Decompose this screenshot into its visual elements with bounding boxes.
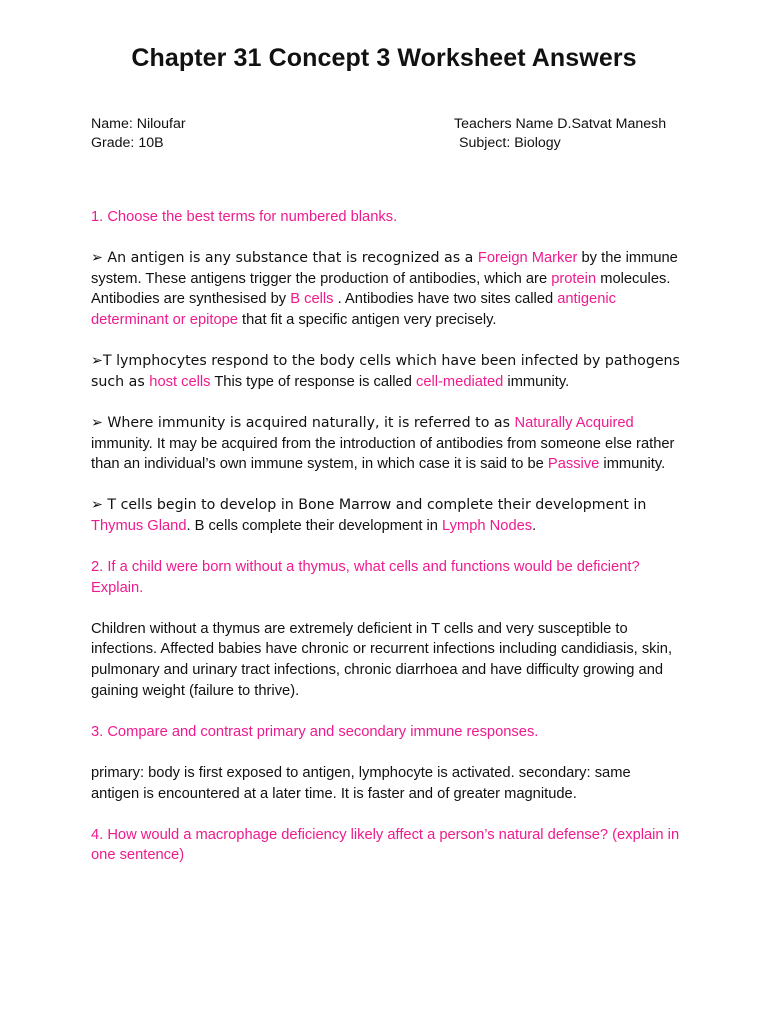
answer-naturally-acquired: Naturally Acquired: [514, 414, 634, 431]
blank-text: This type of response is called: [210, 373, 416, 390]
answer-foreign-marker: Foreign Marker: [477, 250, 578, 267]
fill-blank-t-lymphocytes: [91, 351, 681, 392]
blank-text: by the immune system. These antigens trigger the production of antibodies, which are: [91, 250, 678, 287]
blank-text: . Antibodies have two sites called: [333, 291, 558, 308]
answer-b-cells: B cells: [290, 291, 334, 308]
blank-text: ➢T lymphocytes respond to the body cells which have been infected by pathogens such as: [91, 353, 680, 390]
question-2-answer: Children without a thymus are extremely deficient in T cells and very susceptible to infections. Affected babies have chronic or recurrent infections including candidiasis, skin, pulmonary and urinary tract infections, chronic diarrhoea and have difficulty growing and gaining weight (failure to thrive).: [91, 620, 673, 699]
question-2-prompt: 2. If a child were born without a thymus, what cells and functions would be deficient? Explain.: [91, 559, 640, 596]
answer-lymph-nodes: Lymph Nodes: [442, 517, 533, 534]
question-3-prompt: 3. Compare and contrast primary and secondary immune responses.: [91, 723, 539, 740]
teacher-name: Teachers Name D.Satvat Manesh: [454, 116, 667, 132]
answer-host-cells: host cells: [149, 373, 211, 390]
question-3-answer: primary: body is first exposed to antigen, lymphocyte is activated. secondary: same antigen is encountered at a later time. It is faster and of greater magnitude.: [91, 765, 631, 802]
answer-protein: protein: [551, 270, 597, 287]
blank-text: ➢ An antigen is any substance that is recognized as a: [91, 250, 478, 267]
student-info: [91, 115, 186, 153]
fill-blank-cell-development: [91, 495, 681, 536]
answer-epitope: antigenic determinant or epitope: [91, 291, 616, 328]
fill-blank-immunity: [91, 413, 681, 475]
student-grade: Grade: 10B: [91, 135, 164, 151]
blank-text: .: [532, 517, 537, 534]
blank-text: . B cells complete their development in: [186, 517, 443, 534]
blank-text: that fit a specific antigen very precisely.: [237, 311, 497, 328]
answer-thymus-gland: Thymus Gland: [91, 517, 187, 534]
blank-text: ➢ Where immunity is acquired naturally, it is referred to as: [91, 414, 515, 431]
course-info: [454, 115, 666, 153]
blank-text: immunity.: [599, 456, 666, 473]
blank-text: immunity.: [503, 373, 570, 390]
question-4-prompt: 4. How would a macrophage deficiency likely affect a person’s natural defense? (explain in one sentence): [91, 826, 680, 864]
subject: Subject: Biology: [459, 135, 561, 151]
worksheet-body: [91, 207, 681, 887]
blank-text: immunity. It may be acquired from the introduction of antibodies from someone else rather than an individual’s own immune system, in which case it is said to be: [91, 435, 675, 473]
page-title: Chapter 31 Concept 3 Worksheet Answers: [131, 44, 637, 72]
student-name: Name: Niloufar: [91, 116, 186, 132]
question-1-prompt: 1. Choose the best terms for numbered blanks.: [91, 209, 398, 225]
fill-blank-antigen: [91, 248, 681, 330]
blank-text: ➢ T cells begin to develop in Bone Marrow and complete their development in: [91, 497, 647, 514]
answer-cell-mediated: cell-mediated: [415, 373, 504, 390]
answer-passive: Passive: [547, 456, 600, 473]
blank-text: molecules. Antibodies are synthesised by: [91, 270, 671, 308]
